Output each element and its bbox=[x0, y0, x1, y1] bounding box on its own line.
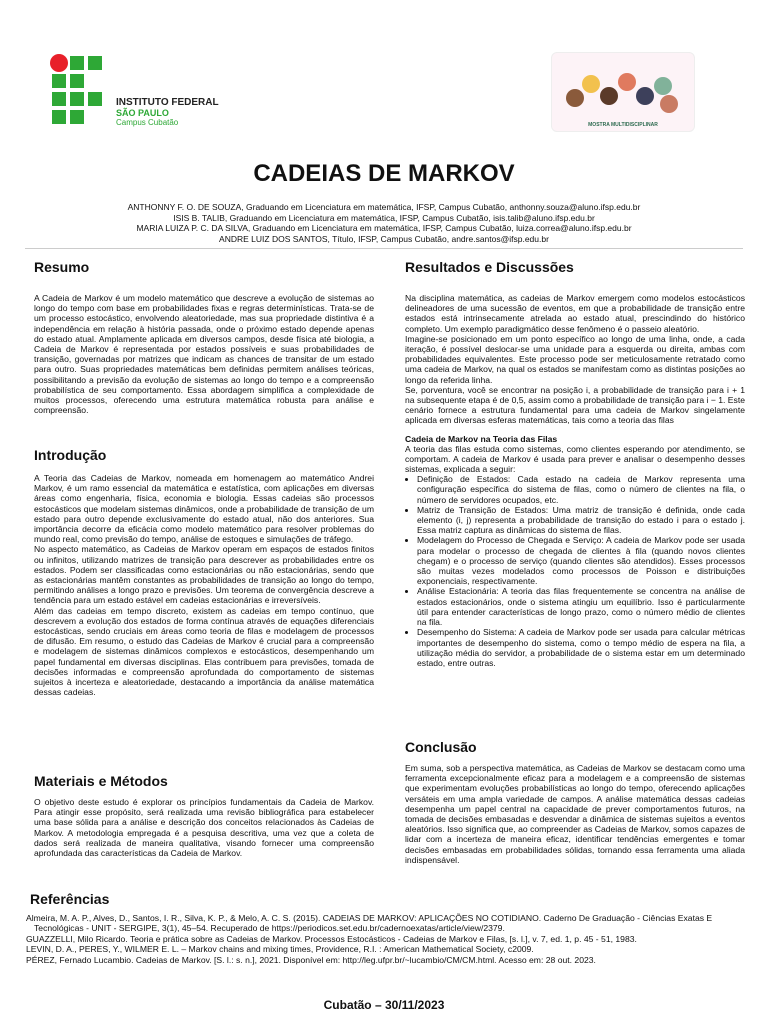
mostra-multidisciplinar-image bbox=[551, 52, 695, 132]
section-text: Em suma, sob a perspectiva matemática, as Cadeias de Markov se destacam como uma ferramenta excepcionalmente eficaz para a modelagem e a compreensão de sistemas que experimentam evoluções probabilísticas ao longo do tempo, oferecendo aplicações versáteis em uma ampla variedade de campos. A análise matemática dessas cadeias desempenha um papel central na capacidade de prever comportamentos futuros, na tomada de decisões embasadas e desvendar a dinâmica de sistemas sujeitos a eventos aleatórios. Isso significa que, ao compreender as Cadeias de Markov, somos capazes de lidar com a incerteza de maneira eficaz, identificar tendências emergentes e tomar decisões embasadas em probabilidades sólidas, tornando essa ferramenta uma aliada indispensável. bbox=[405, 763, 745, 865]
section-heading: Conclusão bbox=[405, 739, 477, 755]
list-item: • Desempenho do Sistema: A cadeia de Markov pode ser usada para calcular métricas importantes de desempenho do sistema, como o tempo médio de espera na fila, a utilização média do servidor, a probabilidade de o sistema estar em um determinado estado, entre outras. bbox=[417, 627, 745, 668]
subsection-heading: Cadeia de Markov na Teoria das Filas bbox=[405, 433, 558, 444]
people-illustration bbox=[566, 69, 678, 115]
section-text: Na disciplina matemática, as cadeias de Markov emergem como modelos estocásticos delineadores de uma sucessão de eventos, em que a probabilidade de transição entre estados está intrinsecamente atrelada ao estado atual, prescindindo do histórico completo. Um exemplo paradigmático desse fenômeno é o passeio aleatório. bbox=[405, 293, 745, 334]
section-text: Além das cadeias em tempo discreto, existem as cadeias em tempo contínuo, que descrevem a evolução dos estados de forma contínua através de equações diferenciais estocásticas, sendo cruciais em áreas como teoria de filas e modelagem de processos de difusão. Em resumo, o estudo das Cadeias de Markov é crucial para a compreensão e modelagem de sistemas dinâmicos complexos e estocásticos, desempenhando um papel fundamental em diversas disciplinas. Elas contribuem para previsões, tomada de decisões informadas e compreensão aprofundada do comportamento de sistemas sujeitos à incerteza e aleatoriedade, destacando a importância da análise matemática dessas cadeias. bbox=[34, 605, 374, 698]
author-line: MARIA LUIZA P. C. DA SILVA, Graduando em Licenciatura em matemática, IFSP, Campus Cubatão, luiza.correa@aluno.ifsp.edu.br bbox=[136, 223, 632, 233]
reference-item: GUAZZELLI, Milo Ricardo. Teoria e prática sobre as Cadeias de Markov. Processos Estocásticos - Cadeias de Markov e Filas, [s. l.], v. 7, ed. 1, p. 45 - 51, 1983. bbox=[26, 933, 637, 944]
section-resumo bbox=[34, 259, 374, 415]
mostra-label: MOSTRA MULTIDISCIPLINAR bbox=[588, 122, 658, 128]
section-text: A teoria das filas estuda como sistemas, como clientes esperando por atendimento, se comportam. A cadeia de Markov é usada para prever e analisar o desempenho desses sistemas, explicada a seguir: bbox=[405, 443, 745, 475]
authors-block bbox=[0, 202, 768, 244]
section-text: A Teoria das Cadeias de Markov, nomeada em homenagem ao matemático Andrei Markov, é um ramo essencial da matemática e estatística, com aplicações em diversas áreas como engenharia, física, economia e biologia. Essas cadeias são processos estocásticos que modelam sistemas dinâmicos, onde a probabilidade de transição de um estado para outro depende exclusivamente do estado atual, não dos anteriores. Sua importância decorre da eficácia como modelo matemático para resolver problemas do mundo real, como previsão do tempo, análise de estoques e simulações de tráfego. bbox=[34, 473, 374, 545]
section-text: No aspecto matemático, as Cadeias de Markov operam em espaços de estados finitos ou infinitos, utilizando matrizes de transição para descrever as probabilidades entre os estados. Podem ser classificadas como estacionárias ou não estacionárias, sendo que as estacionárias mantêm constantes as probabilidades de transição ao longo do tempo, permitindo análises a longo prazo e previsões. Um teorema de convergência descreve a tendência para um estado estável em cadeias estacionárias e irreversíveis. bbox=[34, 544, 374, 606]
section-heading: Resumo bbox=[34, 259, 90, 275]
reference-item: LEVIN, D. A., PERES, Y., WILMER E. L. – Markov chains and mixing times, Providence, R.I. : American Mathematical Society, c2009. bbox=[26, 944, 534, 955]
section-heading: Introdução bbox=[34, 447, 107, 463]
list-item: • Definição de Estados: Cada estado na cadeia de Markov representa uma configuração específica do sistema de filas, como o número de clientes na fila, o número de servidores ocupados, etc. bbox=[417, 474, 745, 505]
section-heading: Resultados e Discussões bbox=[405, 259, 574, 275]
ifsp-logo bbox=[48, 52, 238, 136]
section-text: Imagine-se posicionado em um ponto específico ao longo de uma linha, onde, a cada iteração, é possível deslocar-se uma unidade para a esquerda ou direita, ambas com probabilidades equivalentes. Este processo pode ser meticulosamente retratado como uma cadeia de Markov, na qual os estados se manifestam como as distintas posições ao longo da referida linha. bbox=[405, 333, 745, 385]
logo-red-dot bbox=[50, 54, 68, 72]
bullet-list bbox=[405, 474, 745, 668]
section-conclusao bbox=[405, 739, 745, 865]
author-line: ANTHONNY F. O. DE SOUZA, Graduando em Licenciatura em matemática, IFSP, Campus Cubatão, anthonny.souza@aluno.ifsp.edu.br bbox=[127, 202, 641, 212]
poster-title: CADEIAS DE MARKOV bbox=[253, 160, 515, 187]
list-item: • Matriz de Transição de Estados: Uma matriz de transição é definida, onde cada elemento (i, j) representa a probabilidade de transição do estado i para o estado j. Essa matriz captura as dinâmicas do sistema de filas. bbox=[417, 505, 745, 536]
section-materiais-metodos bbox=[34, 773, 374, 858]
list-item: • Modelagem do Processo de Chegada e Serviço: A cadeia de Markov pode ser usada para modelar o processo de chegada de clientes à fila (quando novos clientes chegam) e o processo de serviço (quando clientes são atendidos). Esses processos são muitas vezes modelados como processos de Poisson e distribuições exponenciais, respectivamente. bbox=[417, 535, 745, 586]
section-heading: Referências bbox=[30, 891, 110, 907]
reference-item: Almeira, M. A. P., Alves, D., Santos, I. R., Silva, K. P., & Melo, A. C. S. (2015). CADEIAS DE MARKOV: APLICAÇÕES NO COTIDIANO. Caderno De Graduação - Ciências Exatas E Tecnológicas - UNIT - SERGIPE, 3(1), 45–54. Recuperado de https://periodicos.set.edu.br/cadernoexatas/article/view/2379. bbox=[26, 913, 713, 934]
logo-line2: SÃO PAULO bbox=[116, 108, 169, 118]
logo-line1: INSTITUTO FEDERAL bbox=[116, 97, 219, 108]
section-text: Se, porventura, você se encontrar na posição i, a probabilidade de transição para i + 1 na subsequente etapa é de 0,5, assim como a probabilidade de transição para i − 1. Este cenário fornece a estrutura fundamental para uma cadeia de Markov singelamente aplicada em diversas esferas matemáticas, tais como a teoria das filas bbox=[405, 384, 745, 426]
ifsp-logo-mark bbox=[48, 52, 112, 136]
section-text: A Cadeia de Markov é um modelo matemático que descreve a evolução de sistemas ao longo do tempo com base em probabilidades fixas e regras determinísticas. Trata-se de um processo estocástico, envolvendo aleatoriedade, mas sua propriedade distintiva é a independência em relação à história passada, onde o próximo estado depende apenas do estado atual. Amplamente aplicada em diversos campos, desde física até biologia, a Cadeia de Markov é representada por estados possíveis e suas probabilidades de transição, governadas por matrizes que indicam as chances de transitar de um estado para outro. Suas propriedades matemáticas bem definidas permitem análises teóricas, possibilitando a previsão da evolução de sistemas ao longo do tempo e a compreensão probabilística de seu comportamento. Essa abordagem simplifica a complexidade de muitos processos, oferecendo uma estrutura matemática robusta para análise e compreensão. bbox=[34, 293, 374, 416]
section-referencias bbox=[26, 891, 741, 965]
author-line: ANDRE LUIZ DOS SANTOS, Título, IFSP, Campus Cubatão, andre.santos@ifsp.edu.br bbox=[219, 233, 549, 244]
section-heading: Materiais e Métodos bbox=[34, 773, 168, 789]
reference-item: PÉREZ, Fernado Lucambio. Cadeias de Markov. [S. l.: s. n.], 2021. Disponível em: http://leg.ufpr.br/~lucambio/CM/CM.html. Acesso em: 28 out. 2023. bbox=[26, 954, 596, 965]
section-text: O objetivo deste estudo é explorar os princípios fundamentais da Cadeia de Markov. Para atingir esse propósito, será realizada uma revisão bibliográfica para estabelecer uma base sólida para a análise e descrição dos conceitos relacionados às Cadeias de Markov. A metodologia empregada é a pesquisa descritiva, uma vez que a coleta de dados será realizada de maneira qualitativa, visando fornecer uma compreensão aprofundada das características da Cadeia de Markov. bbox=[34, 797, 374, 859]
header-divider bbox=[25, 248, 743, 249]
author-line: ISIS B. TALIB, Graduando em Licenciatura em matemática, IFSP, Campus Cubatão, isis.talib@aluno.ifsp.edu.br bbox=[173, 212, 595, 223]
footer-place-date: Cubatão – 30/11/2023 bbox=[323, 998, 445, 1012]
ifsp-logo-text bbox=[116, 98, 219, 128]
section-introducao bbox=[34, 447, 374, 697]
logo-line3: Campus Cubatão bbox=[116, 118, 179, 127]
section-resultados bbox=[405, 259, 745, 668]
list-item: • Análise Estacionária: A teoria das filas frequentemente se concentra na análise de estados estacionários, onde o sistema atingiu um equilíbrio. Isso é particularmente útil para entender características de longo prazo, como o número médio de clientes na fila. bbox=[417, 586, 745, 627]
